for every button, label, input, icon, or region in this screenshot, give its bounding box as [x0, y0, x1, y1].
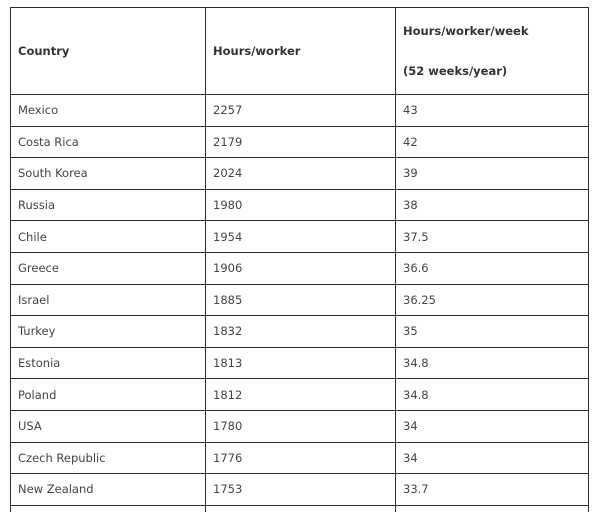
- cell-country: Mexico: [11, 95, 206, 127]
- table-row: [11, 474, 589, 506]
- cell-hours-per-week: 34.8: [396, 379, 589, 411]
- header-row: [11, 8, 589, 95]
- cell-hours-per-week: 36.6: [396, 252, 589, 284]
- cell-hours-per-worker: 1776: [206, 442, 396, 474]
- cell-hours-per-worker: 1753: [206, 474, 396, 506]
- table-row-partial: [11, 505, 589, 512]
- cell-hours-per-worker: 1906: [206, 252, 396, 284]
- table-row: [11, 410, 589, 442]
- cell-country: Estonia: [11, 347, 206, 379]
- cell-hours-per-worker: [206, 505, 396, 512]
- cell-hours-per-week: 43: [396, 95, 589, 127]
- cell-hours-per-week: 34: [396, 442, 589, 474]
- cell-hours-per-worker: 1954: [206, 221, 396, 253]
- cell-hours-per-worker: 1780: [206, 410, 396, 442]
- table-row: [11, 442, 589, 474]
- cell-hours-per-week: 34.8: [396, 347, 589, 379]
- cell-hours-per-worker: 1980: [206, 189, 396, 221]
- cell-hours-per-worker: 1832: [206, 316, 396, 348]
- table-row: [11, 379, 589, 411]
- cell-country: [11, 505, 206, 512]
- cell-hours-per-week: 34: [396, 410, 589, 442]
- cell-hours-per-week: 35: [396, 316, 589, 348]
- column-header-hours-per-week-title: Hours/worker/week: [403, 24, 529, 38]
- table-row: [11, 284, 589, 316]
- cell-hours-per-week: 33.7: [396, 474, 589, 506]
- table-row: [11, 316, 589, 348]
- cell-hours-per-worker: 1812: [206, 379, 396, 411]
- table-row: [11, 126, 589, 158]
- cell-country: New Zealand: [11, 474, 206, 506]
- cell-country: Costa Rica: [11, 126, 206, 158]
- cell-hours-per-week: 39: [396, 158, 589, 190]
- cell-hours-per-week: 38: [396, 189, 589, 221]
- column-header-hours-per-week-note: (52 weeks/year): [403, 64, 508, 78]
- table-row: [11, 252, 589, 284]
- column-header-hours-per-week: [396, 8, 589, 95]
- cell-country: Russia: [11, 189, 206, 221]
- table-row: [11, 347, 589, 379]
- cell-hours-per-worker: 1813: [206, 347, 396, 379]
- cell-country: Poland: [11, 379, 206, 411]
- table-row: [11, 189, 589, 221]
- cell-hours-per-week: 37.5: [396, 221, 589, 253]
- cell-country: Greece: [11, 252, 206, 284]
- cell-country: Chile: [11, 221, 206, 253]
- cell-country: South Korea: [11, 158, 206, 190]
- cell-country: USA: [11, 410, 206, 442]
- column-header-country: Country: [11, 8, 206, 95]
- table-body: [11, 95, 589, 512]
- cell-hours-per-week: 36.25: [396, 284, 589, 316]
- table-row: [11, 158, 589, 190]
- cell-country: Israel: [11, 284, 206, 316]
- hours-worked-table: [10, 7, 589, 512]
- table-row: [11, 95, 589, 127]
- cell-hours-per-worker: 2179: [206, 126, 396, 158]
- cell-hours-per-worker: 1885: [206, 284, 396, 316]
- column-header-hours-per-worker: Hours/worker: [206, 8, 396, 95]
- cell-hours-per-worker: 2024: [206, 158, 396, 190]
- cell-country: Czech Republic: [11, 442, 206, 474]
- cell-hours-per-week: 42: [396, 126, 589, 158]
- cell-country: Turkey: [11, 316, 206, 348]
- table-row: [11, 221, 589, 253]
- cell-hours-per-week: [396, 505, 589, 512]
- cell-hours-per-worker: 2257: [206, 95, 396, 127]
- table-header: [11, 8, 589, 95]
